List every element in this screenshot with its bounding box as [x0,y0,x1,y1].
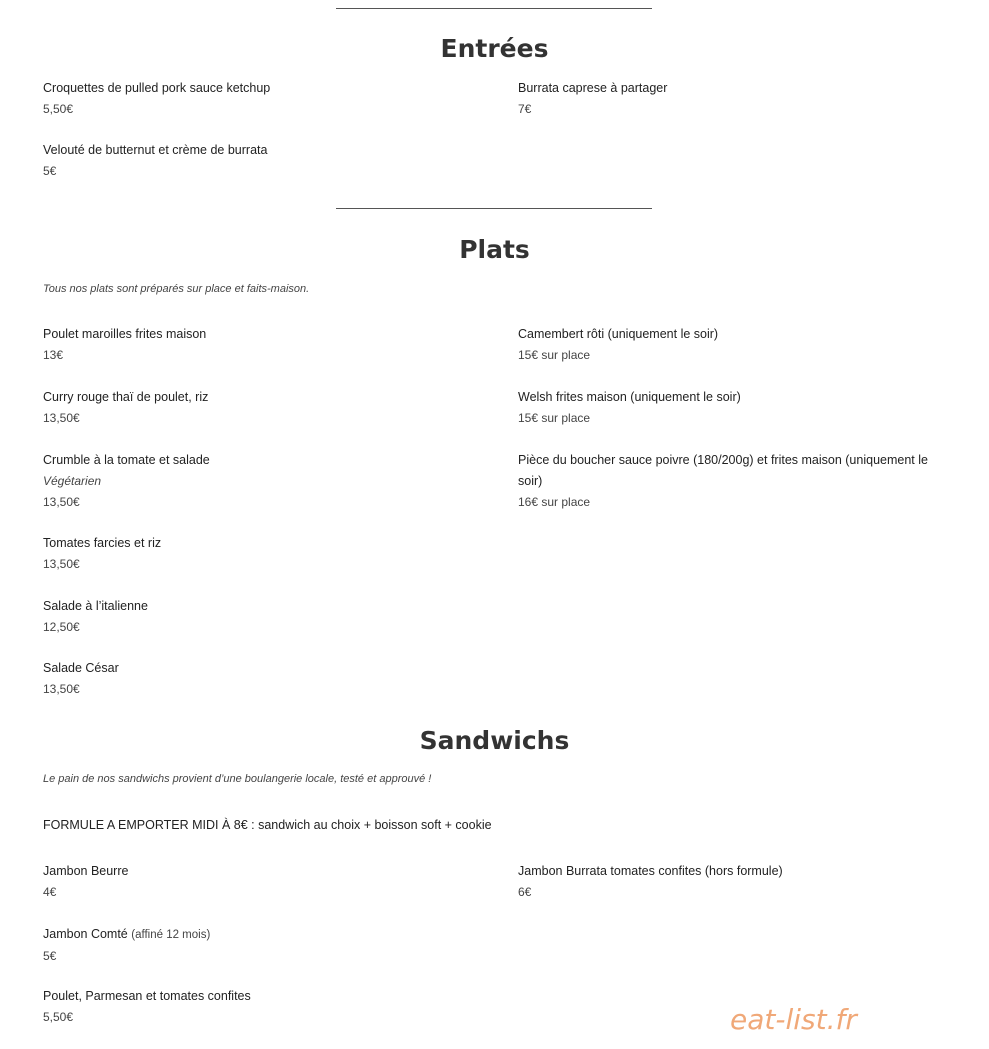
section-title-sandwichs: Sandwichs [419,726,570,755]
item-name: Salade à l’italienne [43,599,148,613]
item-name-text: Jambon Comté [43,927,128,941]
menu-item [518,861,948,903]
item-price: 6€ [518,885,532,899]
menu-item [518,78,948,120]
menu-item [518,387,948,429]
menu-item [43,861,473,903]
plats-note: Tous nos plats sont préparés sur place et faits-maison. [43,283,310,295]
item-name [43,924,473,946]
item-name: Croquettes de pulled pork sauce ketchup [43,81,271,95]
item-name: Curry rouge thaï de poulet, riz [43,390,209,404]
item-name: Welsh frites maison (uniquement le soir) [518,390,741,404]
menu-item [43,986,473,1028]
item-name: Burrata caprese à partager [518,81,668,95]
menu-item [43,658,473,700]
item-price: 4€ [43,885,57,899]
item-name: Velouté de butternut et crème de burrata [43,143,268,157]
menu-item [43,78,473,120]
item-detail: (affiné 12 mois) [131,929,211,941]
item-name: Tomates farcies et riz [43,536,162,550]
site-watermark: eat-list.fr [730,1003,857,1036]
formula-takeaway: FORMULE A EMPORTER MIDI À 8€ : sandwich au choix + boisson soft + cookie [43,818,492,832]
item-price: 15€ sur place [518,411,591,425]
item-price: 5,50€ [43,102,74,116]
item-price: 13,50€ [43,557,80,571]
item-name: Salade César [43,661,119,675]
divider-plats [336,208,652,209]
menu-item [518,450,938,513]
item-price: 16€ sur place [518,495,591,509]
item-tag-vegetarian: Végétarien [43,474,102,488]
menu-item [518,324,948,366]
menu-item [43,450,473,513]
item-price: 15€ sur place [518,348,591,362]
item-price: 13,50€ [43,411,80,425]
item-price: 5€ [43,164,57,178]
item-price: 13,50€ [43,495,80,509]
item-name: Pièce du boucher sauce poivre (180/200g) et frites maison (uniquement le soir) [518,453,928,488]
item-price: 7€ [518,102,532,116]
section-title-entrees: Entrées [440,34,549,63]
menu-item [43,533,473,575]
sandwichs-note: Le pain de nos sandwichs provient d’une boulangerie locale, testé et approuvé ! [43,773,432,785]
item-name: Poulet maroilles frites maison [43,327,207,341]
item-name: Camembert rôti (uniquement le soir) [518,327,719,341]
menu-item [43,387,473,429]
item-name: Jambon Burrata tomates confites (hors formule) [518,864,783,878]
item-name: Jambon Beurre [43,864,129,878]
item-price: 5,50€ [43,1010,74,1024]
menu-item [43,140,473,182]
menu-item [43,324,473,366]
item-name: Crumble à la tomate et salade [43,453,210,467]
menu-item [43,924,473,967]
item-price: 13,50€ [43,682,80,696]
divider-top [336,8,652,9]
item-price: 5€ [43,949,57,963]
item-price: 13€ [43,348,64,362]
menu-item [43,596,473,638]
item-name: Poulet, Parmesan et tomates confites [43,989,251,1003]
item-price: 12,50€ [43,620,80,634]
section-title-plats: Plats [459,235,530,264]
